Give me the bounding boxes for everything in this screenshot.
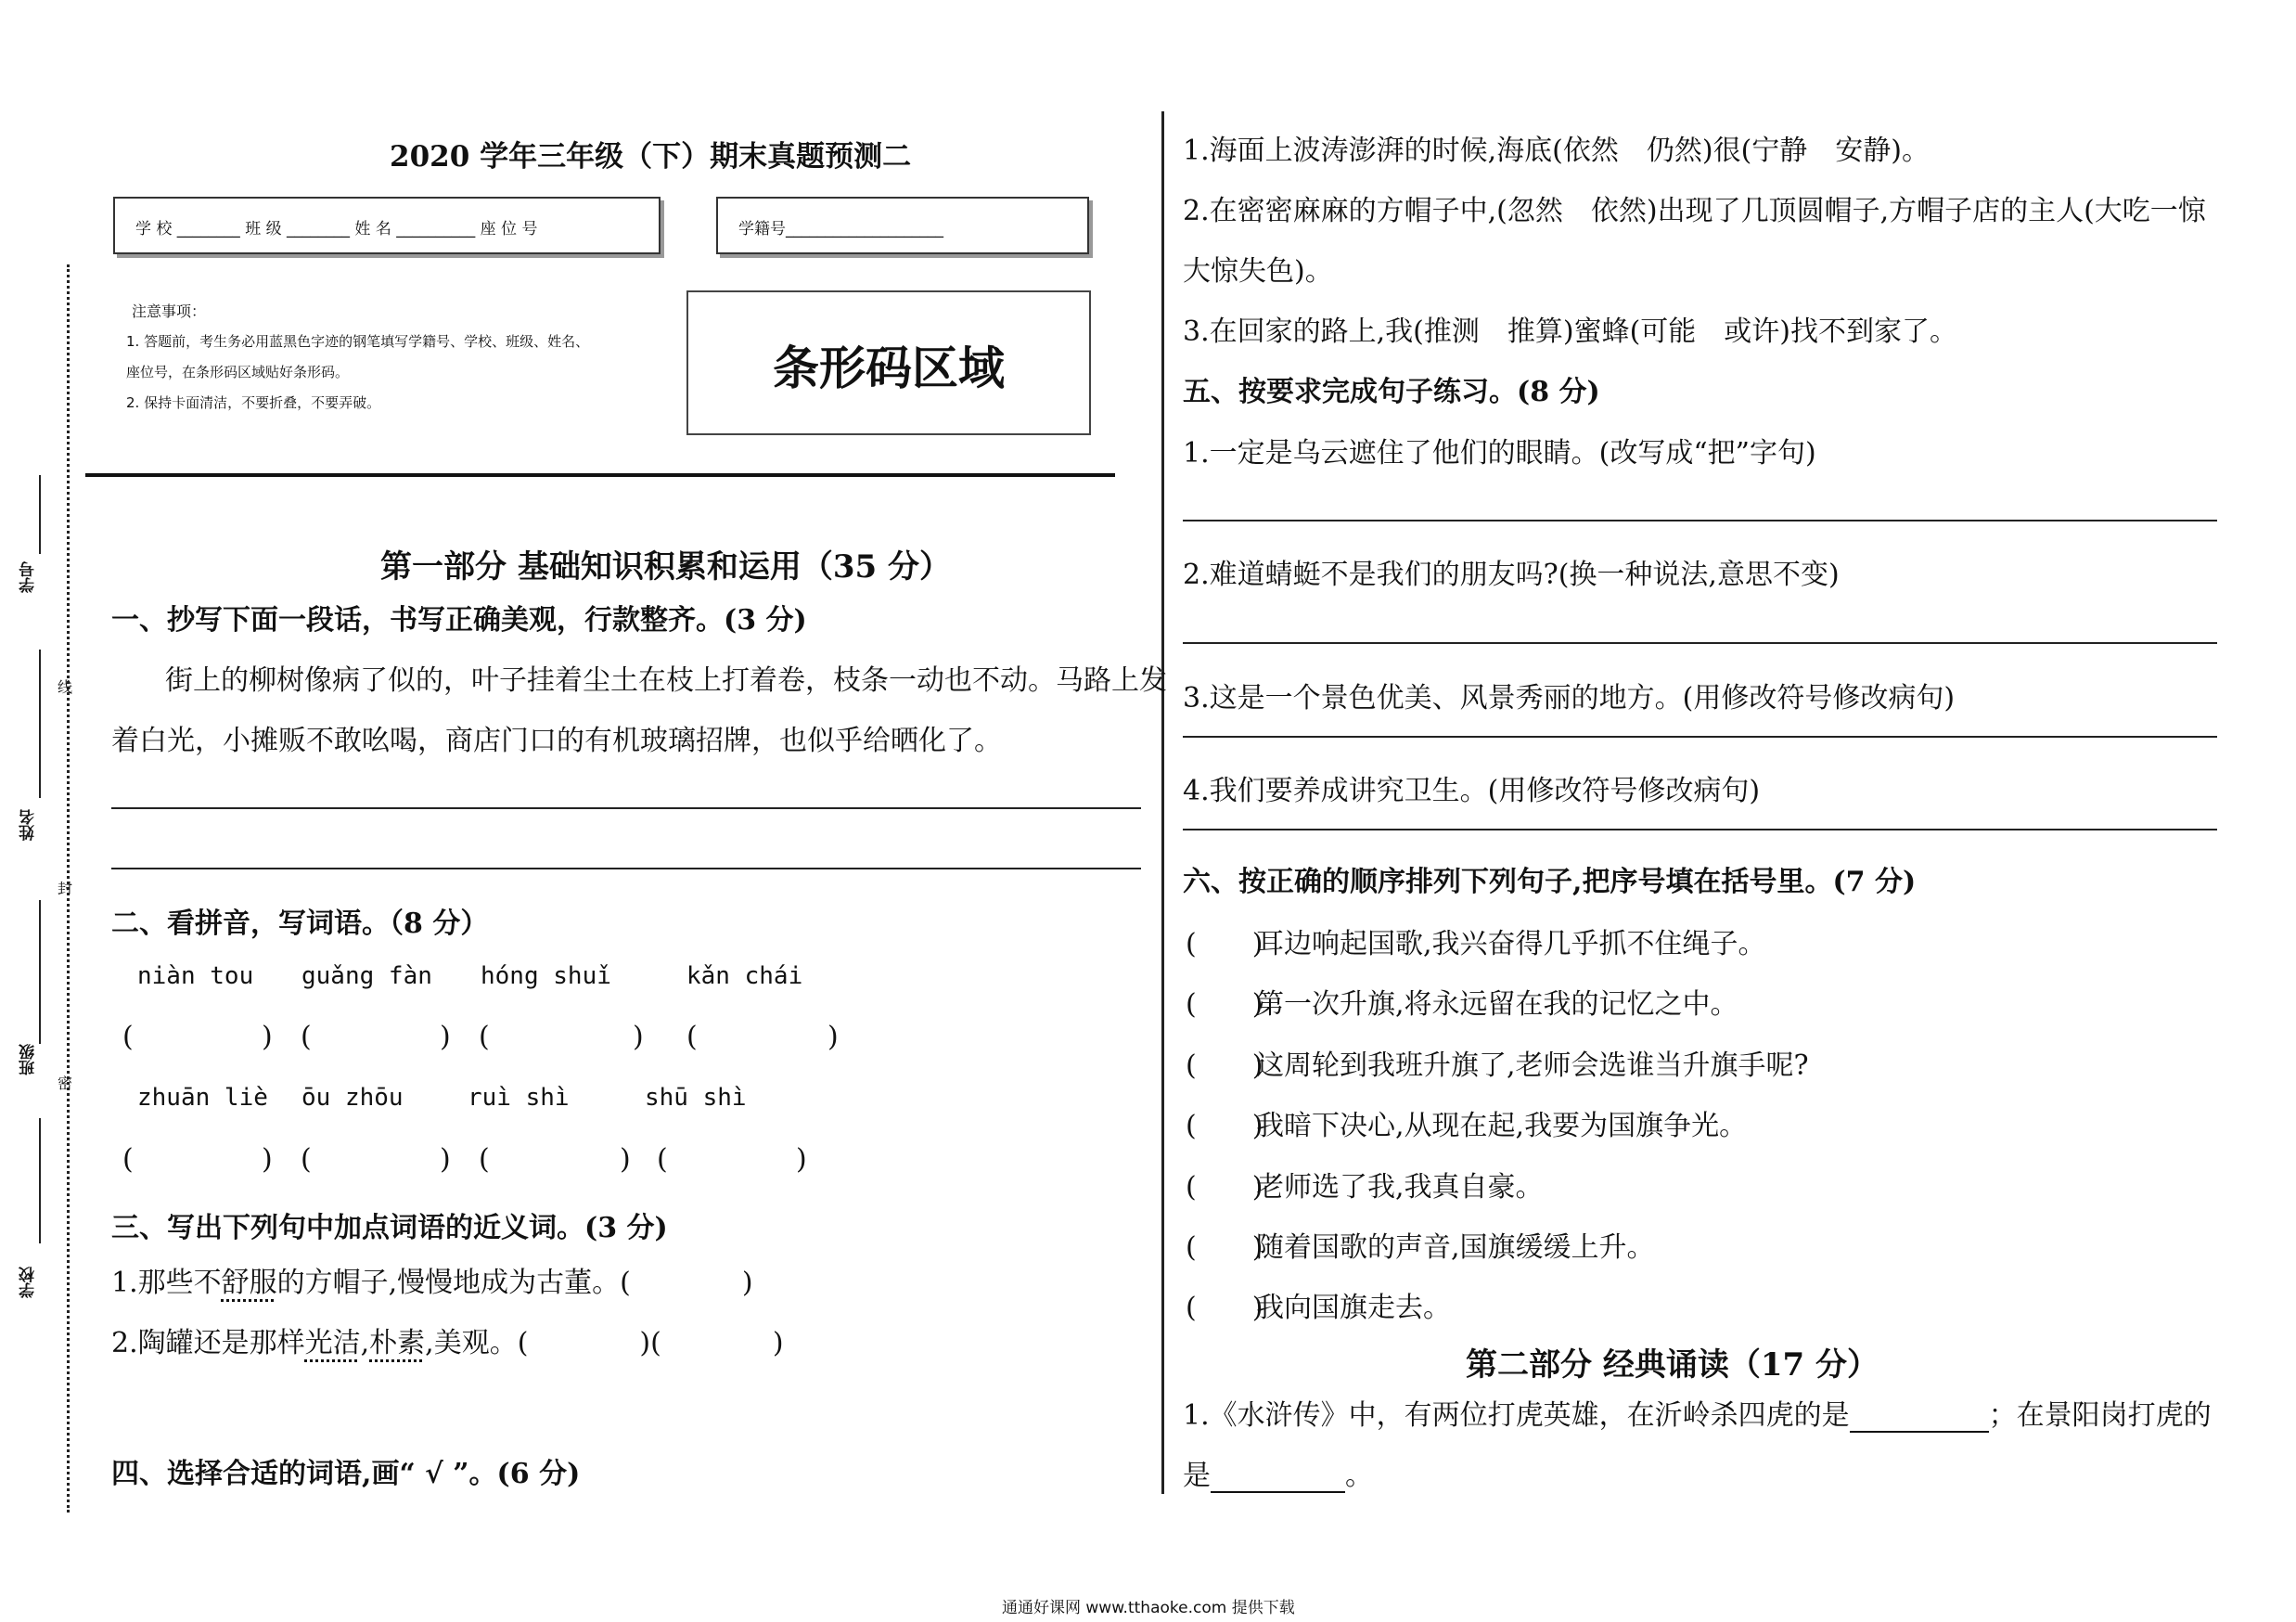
choice-sentence-2: 2.在密密麻麻的方帽子中,(忽然 依然)出现了几顶圆帽子,方帽子店的主人(大吃一惊 xyxy=(1183,195,2206,227)
student-id-field: 学籍号____________________ xyxy=(738,220,943,238)
order-paren: ( ) xyxy=(1186,1049,1263,1082)
q5-answer-line-1[interactable] xyxy=(1183,520,2217,521)
barcode-area xyxy=(686,290,1091,435)
pinyin-5: zhuān liè xyxy=(137,1084,268,1112)
q3-s2-prefix: 2.陶罐还是那样 xyxy=(111,1327,305,1359)
order-text: 耳边响起国歌,我兴奋得几乎抓不住绳子。 xyxy=(1256,928,1766,960)
classic-q1-blank-1[interactable] xyxy=(1850,1403,1989,1433)
part2-title: 第二部分 经典诵读（17 分） xyxy=(1466,1346,1879,1384)
paren-open: ( xyxy=(479,1143,490,1176)
q1-answer-line-2[interactable] xyxy=(111,868,1141,869)
paren-open: ( xyxy=(686,1021,698,1053)
sidebar-label-xingming: 姓名 xyxy=(19,809,38,841)
paren-close: ) xyxy=(440,1021,451,1053)
footer-credit: 通通好课网 www.tthaoke.com 提供下载 xyxy=(1002,1599,1295,1617)
paren-close: ) xyxy=(633,1021,644,1053)
student-info-fields: 学 校 ________ 班 级 ________ 姓 名 __________ 座 位 号 xyxy=(135,220,538,238)
choice-sentence-1: 1.海面上波涛澎湃的时候,海底(依然 仍然)很(宁静 安静)。 xyxy=(1183,135,1930,167)
pinyin-7: ruì shì xyxy=(468,1084,570,1112)
student-id-box xyxy=(716,197,1089,254)
student-info-box xyxy=(113,197,661,254)
q5-answer-line-3[interactable] xyxy=(1183,736,2217,738)
order-text: 我暗下决心,从现在起,我要为国旗争光。 xyxy=(1256,1110,1748,1142)
paren-open: ( xyxy=(657,1143,668,1176)
pinyin-2: guǎng fàn xyxy=(301,962,432,990)
paren-close: ) xyxy=(796,1143,807,1176)
order-text: 随着国歌的声音,国旗缓缓上升。 xyxy=(1256,1231,1655,1264)
order-paren: ( ) xyxy=(1186,1231,1263,1264)
sidebar-blank-xuexiao xyxy=(39,1118,41,1243)
paren-close: ) xyxy=(262,1021,273,1053)
q3-sentence-1 xyxy=(111,1259,753,1300)
part1-title: 第一部分 基础知识积累和运用（35 分） xyxy=(380,548,951,586)
paren-close: ) xyxy=(620,1143,631,1176)
q5-item-2: 2.难道蜻蜓不是我们的朋友吗?(换一种说法,意思不变) xyxy=(1183,559,1840,591)
pinyin-6: ōu zhōu xyxy=(301,1084,404,1112)
q5-item-3: 3.这是一个景色优美、风景秀丽的地方。(用修改符号修改病句) xyxy=(1183,682,1956,714)
sidebar-label-xuehao: 学号 xyxy=(19,561,38,593)
q5-title: 五、按要求完成句子练习。(8 分) xyxy=(1183,376,1600,408)
barcode-label: 条形码区域 xyxy=(773,341,1005,395)
sidebar-blank-xuehao xyxy=(39,475,41,554)
order-item[interactable] xyxy=(1186,981,1738,1022)
q3-s2-suffix: ,美观。( )( ) xyxy=(425,1327,784,1359)
order-text: 老师选了我,我真自豪。 xyxy=(1256,1171,1544,1204)
q3-s2-comma: , xyxy=(360,1327,370,1359)
paren-close: ) xyxy=(262,1143,273,1176)
q3-s1-dotted-word: 舒服 xyxy=(221,1267,277,1299)
order-text: 第一次升旗,将永远留在我的记忆之中。 xyxy=(1256,988,1738,1021)
header-divider xyxy=(85,473,1115,477)
sidebar-char-xian: 线 xyxy=(58,678,73,696)
sidebar-label-xuexiao: 学校 xyxy=(19,1267,38,1298)
classic-q1-line2 xyxy=(1183,1452,1373,1493)
classic-q1-shi: 是 xyxy=(1183,1460,1211,1492)
sidebar-label-banji: 班级 xyxy=(19,1044,38,1075)
pinyin-3: hóng shuǐ xyxy=(481,962,611,990)
order-text: 这周轮到我班升旗了,老师会选谁当升旗手呢? xyxy=(1256,1049,1809,1082)
sidebar-blank-banji xyxy=(39,900,41,1044)
q1-title: 一、抄写下面一段话，书写正确美观，行款整齐。(3 分) xyxy=(111,604,807,637)
order-item[interactable] xyxy=(1186,920,1766,961)
exam-title: 2020 学年三年级（下）期末真题预测二 xyxy=(390,140,912,174)
choice-sentence-2-cont: 大惊失色)。 xyxy=(1183,255,1333,288)
order-text: 我向国旗走去。 xyxy=(1256,1292,1451,1324)
paren-open: ( xyxy=(301,1143,312,1176)
classic-q1-end: 。 xyxy=(1345,1460,1373,1492)
classic-q1-mid: ；在景阳岗打虎的 xyxy=(1988,1399,2212,1432)
q3-sentence-2 xyxy=(111,1319,784,1360)
paren-open: ( xyxy=(479,1021,490,1053)
sidebar-char-feng: 封 xyxy=(58,880,73,897)
column-divider xyxy=(1161,111,1164,1494)
notice-title: 注意事项： xyxy=(132,303,207,320)
q5-item-4: 4.我们要养成讲究卫生。(用修改符号修改病句) xyxy=(1183,775,1761,807)
sidebar-blank-xingming xyxy=(39,650,41,798)
classic-q1-blank-2[interactable] xyxy=(1211,1463,1345,1493)
choice-sentence-3: 3.在回家的路上,我(推测 推算)蜜蜂(可能 或许)找不到家了。 xyxy=(1183,315,1957,348)
order-item[interactable] xyxy=(1186,1224,1655,1265)
classic-q1-line1 xyxy=(1183,1392,2212,1433)
pinyin-4: kǎn chái xyxy=(686,962,803,990)
order-paren: ( ) xyxy=(1186,1292,1263,1324)
order-item[interactable] xyxy=(1186,1042,1809,1083)
notice-item-2: 2. 保持卡面清洁，不要折叠，不要弄破。 xyxy=(126,394,381,411)
q4-title: 四、选择合适的词语,画“ √ ”。(6 分) xyxy=(111,1458,581,1490)
order-item[interactable] xyxy=(1186,1164,1544,1204)
q3-s1-suffix: 的方帽子,慢慢地成为古董。( ) xyxy=(276,1267,753,1299)
sidebar-char-mi: 密 xyxy=(58,1075,73,1092)
pinyin-8: shū shì xyxy=(645,1084,747,1112)
q3-title: 三、写出下列句中加点词语的近义词。(3 分) xyxy=(111,1212,668,1244)
q5-item-1: 1.一定是乌云遮住了他们的眼睛。(改写成“把”字句) xyxy=(1183,437,1816,470)
q5-answer-line-4[interactable] xyxy=(1183,829,2217,830)
order-paren: ( ) xyxy=(1186,1171,1263,1204)
q1-answer-line-1[interactable] xyxy=(111,807,1141,809)
order-item[interactable] xyxy=(1186,1102,1747,1143)
order-paren: ( ) xyxy=(1186,1110,1263,1142)
order-item[interactable] xyxy=(1186,1284,1451,1325)
paren-open: ( xyxy=(301,1021,312,1053)
paren-close: ) xyxy=(440,1143,451,1176)
notice-item-1: 1. 答题前，考生务必用蓝黑色字迹的钢笔填写学籍号、学校、班级、姓名、 xyxy=(126,333,590,350)
classic-q1-prefix: 1.《水浒传》中，有两位打虎英雄，在沂岭杀四虎的是 xyxy=(1183,1399,1850,1432)
notice-item-1-cont: 座位号，在条形码区域贴好条形码。 xyxy=(126,364,350,380)
q2-title: 二、看拼音，写词语。（8 分） xyxy=(111,908,489,940)
paren-open: ( xyxy=(122,1021,134,1053)
order-paren: ( ) xyxy=(1186,928,1263,960)
pinyin-1: niàn tou xyxy=(137,962,254,990)
q3-s2-dotted-word-2: 朴素 xyxy=(369,1327,426,1359)
q5-answer-line-2[interactable] xyxy=(1183,642,2217,644)
q3-s1-prefix: 1.那些不 xyxy=(111,1267,222,1299)
paren-open: ( xyxy=(122,1143,134,1176)
q6-title: 六、按正确的顺序排列下列句子,把序号填在括号里。(7 分) xyxy=(1183,866,1917,898)
q1-passage-line1: 街上的柳树像病了似的，叶子挂着尘土在枝上打着卷，枝条一动也不动。马路上发 xyxy=(165,664,1167,697)
paren-close: ) xyxy=(827,1021,839,1053)
q3-s2-dotted-word-1: 光洁 xyxy=(304,1327,361,1359)
order-paren: ( ) xyxy=(1186,988,1263,1021)
q1-passage-line2: 着白光，小摊贩不敢吆喝，商店门口的有机玻璃招牌，也似乎给晒化了。 xyxy=(111,725,1002,757)
